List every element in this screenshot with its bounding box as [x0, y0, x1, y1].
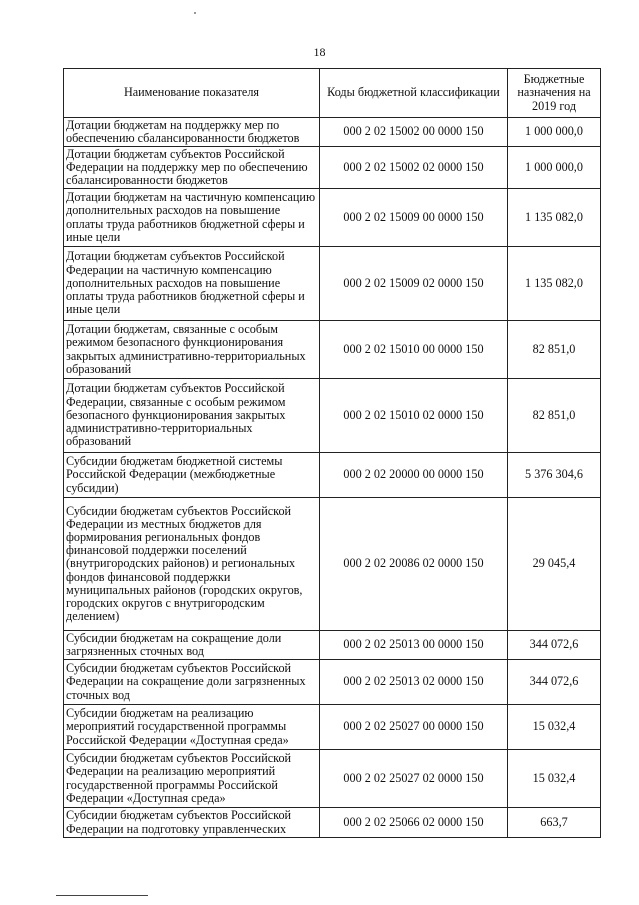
row-amount: 1 135 082,0	[508, 247, 601, 321]
row-amount: 5 376 304,6	[508, 453, 601, 498]
table-row	[64, 453, 601, 498]
table-row	[64, 705, 601, 750]
row-amount: 344 072,6	[508, 631, 601, 660]
row-code: 000 2 02 25013 02 0000 150	[320, 660, 508, 705]
table-row	[64, 189, 601, 247]
row-amount: 1 000 000,0	[508, 147, 601, 189]
table-row	[64, 379, 601, 453]
row-code: 000 2 02 20086 02 0000 150	[320, 498, 508, 631]
scan-speck	[194, 12, 196, 14]
table-row	[64, 118, 601, 147]
row-amount: 82 851,0	[508, 379, 601, 453]
row-amount: 1 135 082,0	[508, 189, 601, 247]
table-row	[64, 631, 601, 660]
footer-rule	[56, 895, 148, 896]
row-name: Субсидии бюджетам субъектов Российской Федерации на реализацию мероприятий государственной программы Российской Федерации «Доступная среда»	[64, 750, 320, 808]
row-code: 000 2 02 15002 00 0000 150	[320, 118, 508, 147]
table-header-row	[64, 69, 601, 118]
row-name: Дотации бюджетам субъектов Российской Федерации на частичную компенсацию дополнительных расходов на повышение оплаты труда работников бюджетной сферы и иные цели	[64, 247, 320, 321]
table-row	[64, 321, 601, 379]
row-code: 000 2 02 15002 02 0000 150	[320, 147, 508, 189]
row-name: Дотации бюджетам субъектов Российской Федерации на поддержку мер по обеспечению сбалансированности бюджетов	[64, 147, 320, 189]
row-amount: 663,7	[508, 808, 601, 838]
table-row	[64, 808, 601, 838]
header-amount: Бюджетные назначения на 2019 год	[508, 69, 601, 118]
row-code: 000 2 02 25027 00 0000 150	[320, 705, 508, 750]
table-row	[64, 147, 601, 189]
row-code: 000 2 02 25027 02 0000 150	[320, 750, 508, 808]
table-row	[64, 750, 601, 808]
row-name: Субсидии бюджетам на сокращение доли загрязненных сточных вод	[64, 631, 320, 660]
row-name: Дотации бюджетам на частичную компенсацию дополнительных расходов на повышение оплаты труда работников бюджетной сферы и иные цели	[64, 189, 320, 247]
row-name: Дотации бюджетам, связанные с особым режимом безопасного функционирования закрытых административно-территориальных образований	[64, 321, 320, 379]
row-name: Субсидии бюджетам субъектов Российской Федерации из местных бюджетов для формирования региональных фондов финансовой поддержки поселений (внутригородских районов) и региональных фондов финансовой поддержки муниципальных районов (городских округов, городских округов с внутригородским делением)	[64, 498, 320, 631]
row-code: 000 2 02 15009 02 0000 150	[320, 247, 508, 321]
table-row	[64, 247, 601, 321]
row-code: 000 2 02 15010 02 0000 150	[320, 379, 508, 453]
row-code: 000 2 02 25013 00 0000 150	[320, 631, 508, 660]
table-row	[64, 660, 601, 705]
row-code: 000 2 02 25066 02 0000 150	[320, 808, 508, 838]
row-name: Дотации бюджетам на поддержку мер по обеспечению сбалансированности бюджетов	[64, 118, 320, 147]
row-code: 000 2 02 20000 00 0000 150	[320, 453, 508, 498]
row-code: 000 2 02 15010 00 0000 150	[320, 321, 508, 379]
row-name: Дотации бюджетам субъектов Российской Федерации, связанные с особым режимом безопасного функционирования закрытых административно-территориальных образований	[64, 379, 320, 453]
header-name: Наименование показателя	[64, 69, 320, 118]
row-name: Субсидии бюджетам на реализацию мероприятий государственной программы Российской Федерации «Доступная среда»	[64, 705, 320, 750]
row-name: Субсидии бюджетам субъектов Российской Федерации на сокращение доли загрязненных сточных вод	[64, 660, 320, 705]
row-amount: 82 851,0	[508, 321, 601, 379]
row-name: Субсидии бюджетам субъектов Российской Федерации на подготовку управленческих	[64, 808, 320, 838]
row-amount: 29 045,4	[508, 498, 601, 631]
row-code: 000 2 02 15009 00 0000 150	[320, 189, 508, 247]
row-name: Субсидии бюджетам бюджетной системы Российской Федерации (межбюджетные субсидии)	[64, 453, 320, 498]
table-row	[64, 498, 601, 631]
row-amount: 344 072,6	[508, 660, 601, 705]
row-amount: 15 032,4	[508, 750, 601, 808]
row-amount: 1 000 000,0	[508, 118, 601, 147]
page-number: 18	[313, 45, 326, 59]
header-code: Коды бюджетной классификации	[320, 69, 508, 118]
budget-table	[63, 68, 601, 838]
row-amount: 15 032,4	[508, 705, 601, 750]
